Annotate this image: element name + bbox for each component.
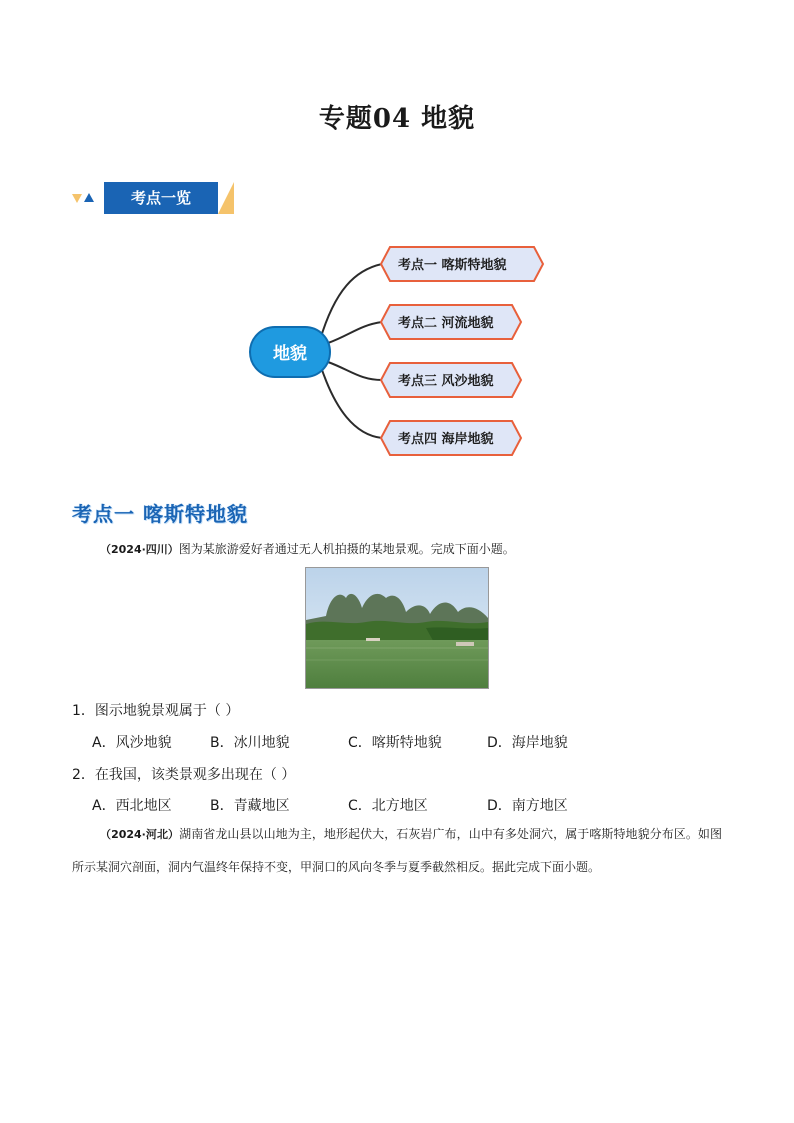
mindmap-branch-4	[320, 364, 382, 438]
question-intro	[72, 533, 722, 566]
question-passage-2	[72, 818, 722, 883]
mindmap-branch-1	[320, 264, 382, 340]
banner-label: 考点一览	[104, 182, 218, 214]
mindmap-node-1	[381, 247, 543, 281]
mindmap-center	[250, 327, 330, 377]
question-1-stem: 1．图示地貌景观属于（ ）	[72, 703, 240, 719]
mind-map	[240, 240, 560, 465]
option-c: C．北方地区	[348, 798, 428, 814]
mindmap-center-label: 地貌	[273, 344, 307, 364]
question-1-options	[92, 732, 692, 752]
mindmap-node-label: 考点三 风沙地貌	[398, 374, 494, 389]
option-b: B．青藏地区	[210, 798, 290, 814]
mindmap-branch-3	[328, 362, 382, 380]
banner-tail-shape	[218, 182, 234, 214]
mindmap-node-label: 考点二 河流地貌	[398, 316, 494, 331]
triangle-up-icon	[84, 193, 94, 202]
question-2-stem: 2．在我国，该类景观多出现在（ ）	[72, 767, 296, 783]
mindmap-node-2	[381, 305, 521, 339]
karst-landscape-photo	[305, 567, 489, 689]
mindmap-node-3	[381, 363, 521, 397]
option-d: D．南方地区	[487, 798, 568, 814]
question-source: （2024·四川）	[100, 543, 179, 556]
option-a: A．风沙地貌	[92, 735, 172, 751]
option-b: B．冰川地貌	[210, 735, 290, 751]
page-title: 专题04 地貌	[318, 104, 476, 134]
section-banner	[72, 182, 242, 216]
question-source: （2024·河北）	[100, 828, 180, 841]
question-passage-text: 湖南省龙山县以山地为主，地形起伏大，石灰岩广布，山中有多处洞穴，属于喀斯特地貌分布区。如图所示某洞穴剖面，洞内气温终年保持不变，甲洞口的风向冬季与夏季截然相反。据此完成下面小题。	[72, 827, 722, 874]
section-heading: 考点一 喀斯特地貌	[72, 502, 248, 526]
mindmap-node-label: 考点四 海岸地貌	[398, 432, 494, 447]
triangle-down-icon	[72, 194, 82, 203]
mindmap-branch-2	[328, 322, 382, 343]
option-c: C．喀斯特地貌	[348, 735, 442, 751]
option-d: D．海岸地貌	[487, 735, 568, 751]
mindmap-node-4	[381, 421, 521, 455]
option-a: A．西北地区	[92, 798, 172, 814]
question-intro-text: 图为某旅游爱好者通过无人机拍摄的某地景观。完成下面小题。	[178, 542, 515, 556]
question-2-options	[92, 795, 692, 815]
mindmap-node-label: 考点一 喀斯特地貌	[398, 258, 507, 273]
